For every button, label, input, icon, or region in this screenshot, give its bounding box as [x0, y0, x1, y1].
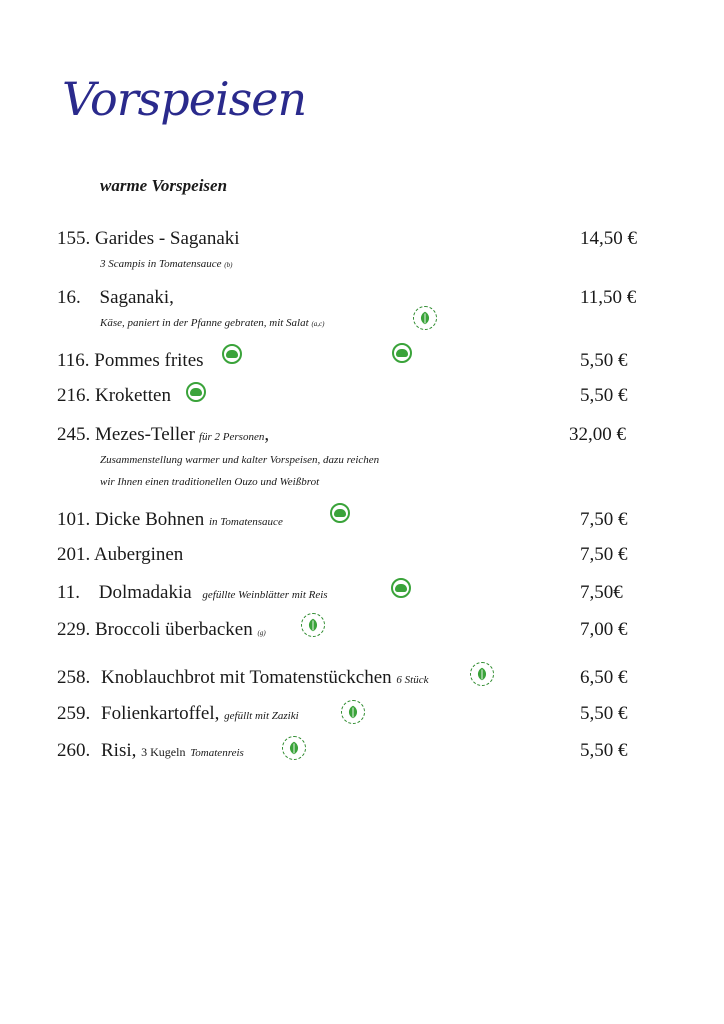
item-price: 32,00 € [569, 424, 626, 445]
item-number: 116. [57, 350, 90, 371]
menu-item-201 [57, 544, 183, 566]
item-number: 201. [57, 544, 91, 565]
menu-item-155 [57, 228, 240, 250]
allergen-codes: (a,c) [311, 320, 325, 328]
item-price: 5,50 € [580, 350, 628, 371]
item-number: 245. [57, 424, 91, 445]
menu-item-259 [57, 703, 299, 725]
item-description [100, 317, 324, 329]
item-name: Auberginen [93, 544, 184, 565]
item-price: 7,50 € [580, 509, 628, 530]
section-subtitle: warme Vorspeisen [100, 176, 228, 195]
menu-item-101 [57, 509, 283, 531]
item-number: 16. [57, 287, 81, 308]
item-number: 216. [57, 385, 91, 406]
item-name: Mezes-Teller [95, 424, 195, 445]
item-number: 229. [57, 619, 91, 640]
allergen-codes: (b) [224, 261, 233, 269]
item-number: 11. [57, 582, 81, 603]
leaf-badge-icon [470, 662, 494, 686]
menu-item-116 [57, 350, 204, 372]
page-title: Vorspeisen [62, 72, 307, 126]
desc-text: 3 Scampis in Tomatensauce [100, 258, 222, 270]
item-note: gefüllt mit Zaziki [224, 710, 299, 722]
menu-item-260 [57, 740, 244, 762]
menu-item-16 [57, 287, 174, 309]
item-number: 259. [57, 703, 91, 724]
leaf-badge-icon [282, 736, 306, 760]
vegan-badge-icon [391, 578, 411, 598]
leaf-badge-icon [413, 306, 437, 330]
vegan-badge-icon [186, 382, 206, 402]
item-note: für 2 Personen [198, 431, 265, 443]
desc-text: Käse, paniert in der Pfanne gebraten, mit Salat [100, 317, 309, 329]
name-suffix: , [264, 424, 270, 445]
item-note: in Tomatensauce [208, 516, 283, 528]
item-name: Risi, [101, 740, 137, 761]
menu-item-258 [57, 667, 428, 689]
item-note: Tomatenreis [190, 747, 244, 759]
item-price: 14,50 € [580, 228, 637, 249]
item-description [100, 258, 232, 270]
item-name: Folienkartoffel, [101, 703, 220, 724]
menu-item-11 [57, 582, 328, 604]
item-name: Saganaki, [99, 287, 174, 308]
item-name: Pommes frites [94, 350, 204, 371]
item-price: 7,00 € [580, 619, 628, 640]
item-price: 5,50 € [580, 703, 628, 724]
leaf-badge-icon [301, 613, 325, 637]
item-name: Dolmadakia [98, 582, 192, 603]
item-note-plain: 3 Kugeln [141, 745, 186, 759]
vegan-badge-icon [392, 343, 412, 363]
item-price: 11,50 € [580, 287, 637, 308]
vegan-badge-icon [222, 344, 242, 364]
menu-item-229 [57, 619, 266, 641]
item-description-line1: Zusammenstellung warmer und kalter Vorspeisen, dazu reichen [100, 454, 380, 466]
item-name: Broccoli überbacken [95, 619, 253, 640]
item-name: Dicke Bohnen [95, 509, 205, 530]
item-name: Knoblauchbrot mit Tomatenstückchen [101, 667, 392, 688]
item-price: 7,50 € [580, 544, 628, 565]
menu-item-245 [57, 424, 269, 446]
item-number: 260. [57, 740, 91, 761]
leaf-badge-icon [341, 700, 365, 724]
allergen-codes: (g) [257, 629, 266, 637]
item-name: Garides - Saganaki [95, 228, 240, 249]
item-price: 5,50 € [580, 385, 628, 406]
item-price: 6,50 € [580, 667, 628, 688]
menu-item-216 [57, 385, 171, 407]
item-note: 6 Stück [396, 674, 429, 686]
item-price: 7,50€ [580, 582, 623, 603]
item-number: 258. [57, 667, 91, 688]
vegan-badge-icon [330, 503, 350, 523]
item-price: 5,50 € [580, 740, 628, 761]
item-name: Kroketten [95, 385, 171, 406]
item-number: 155. [57, 228, 91, 249]
item-description-line2: wir Ihnen einen traditionellen Ouzo und Weißbrot [100, 476, 320, 488]
item-note: gefüllte Weinblätter mit Reis [202, 589, 328, 601]
item-number: 101. [57, 509, 91, 530]
